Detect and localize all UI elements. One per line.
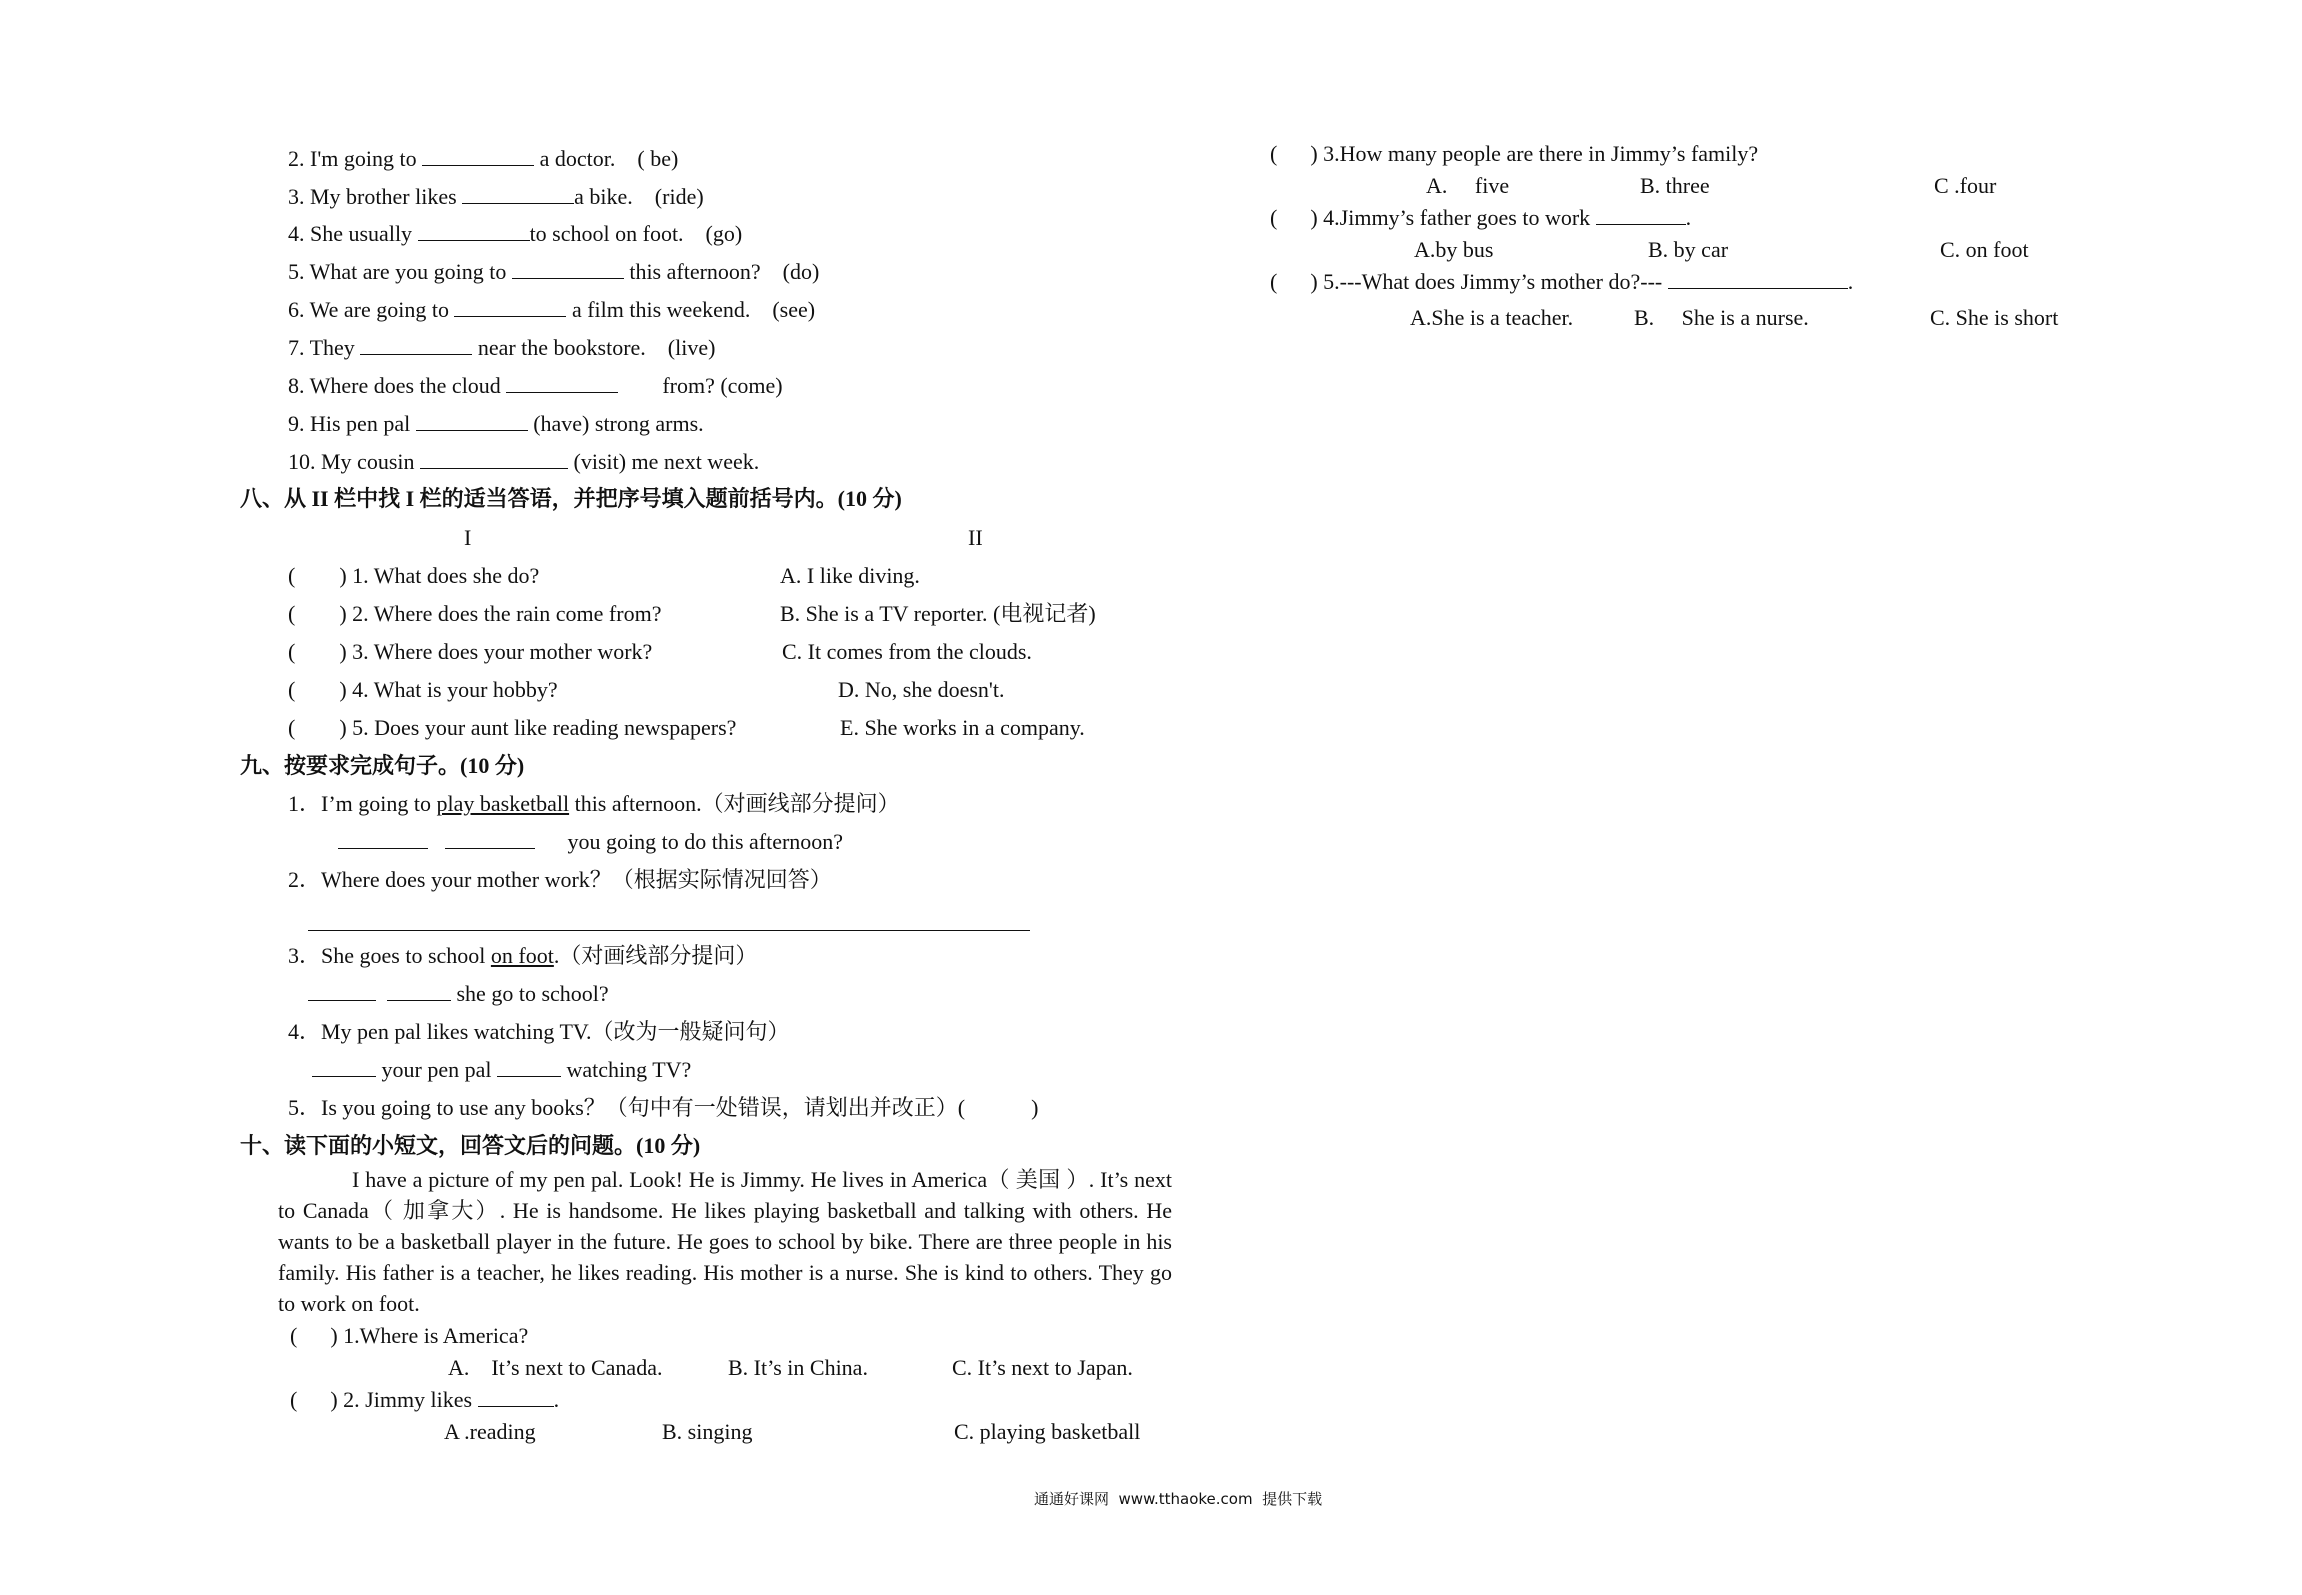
reading-q1-option-c: C. It’s next to Japan.: [952, 1355, 1133, 1380]
section-8-heading: 八、从 II 栏中找 I 栏的适当答语，并把序号填入题前括号内。(10 分): [240, 486, 902, 511]
answer-blank[interactable]: [418, 220, 530, 241]
match-answer-c: C. It comes from the clouds.: [782, 639, 1032, 664]
rewrite-q4: 4．My pen pal likes watching TV.（改为一般疑问句）: [288, 1019, 790, 1044]
rewrite-q4-answer: your pen pal watching TV?: [312, 1056, 691, 1084]
fill-item-6: 6. We are going to a film this weekend. (see): [288, 297, 816, 322]
answer-line[interactable]: [308, 930, 1030, 931]
match-row-1: ( ) 1. What does she do?: [288, 563, 540, 588]
answer-blank[interactable]: [420, 448, 568, 469]
match-answer-d: D. No, she doesn't.: [838, 677, 1005, 702]
answer-blank[interactable]: [422, 145, 534, 166]
answer-blank[interactable]: [512, 258, 624, 279]
reading-q3-option-c: C .four: [1934, 173, 1997, 198]
answer-blank[interactable]: [478, 1386, 554, 1407]
answer-blank[interactable]: [308, 980, 376, 1001]
answer-paren[interactable]: ( ): [288, 563, 347, 588]
answer-paren[interactable]: ( ): [288, 677, 347, 702]
fill-item-4: 4. She usually to school on foot. (go): [288, 221, 743, 246]
section-10-heading: 十、读下面的小短文，回答文后的问题。(10 分): [240, 1133, 701, 1158]
answer-blank[interactable]: [1668, 268, 1848, 289]
column-ii-label: II: [968, 525, 983, 550]
rewrite-q1: 1．I’m going to play basketball this afternoon.（对画线部分提问）: [288, 791, 900, 816]
underlined-phrase: play basketball: [436, 791, 570, 816]
reading-q1: ( ) 1.Where is America?: [290, 1323, 529, 1348]
answer-blank[interactable]: [312, 1056, 376, 1077]
reading-q5-option-c: C. She is short: [1930, 305, 2059, 330]
answer-blank[interactable]: [387, 980, 451, 1001]
reading-passage: I have a picture of my pen pal. Look! He is Jimmy. He lives in America（ 美国 ）. It’s next to Canada（ 加拿大）. He is handsome. He likes playing basketball and talking with others. He wants to be a basketball player in the future. He goes to school by bike. There are three people in his family. His father is a teacher, he likes reading. His mother is a nurse. She is kind to others. They go to work on foot.: [278, 1167, 1172, 1316]
reading-q4-option-b: B. by car: [1648, 237, 1729, 262]
fill-item-10: 10. My cousin (visit) me next week.: [288, 449, 760, 474]
answer-blank[interactable]: [497, 1056, 561, 1077]
answer-blank[interactable]: [445, 828, 535, 849]
rewrite-q3: 3．She goes to school on foot.（对画线部分提问）: [288, 943, 758, 968]
reading-q1-option-b: B. It’s in China.: [728, 1355, 868, 1380]
fill-item-3: 3. My brother likes a bike. (ride): [288, 184, 704, 209]
match-answer-b: B. She is a TV reporter. (电视记者): [780, 601, 1096, 626]
reading-q1-option-a: A. It’s next to Canada.: [448, 1355, 663, 1380]
reading-q2: ( ) 2. Jimmy likes .: [290, 1387, 560, 1412]
answer-blank[interactable]: [1596, 204, 1686, 225]
reading-q2-option-a: A .reading: [444, 1419, 536, 1444]
reading-q3: ( ) 3.How many people are there in Jimmy’s family?: [1270, 141, 1759, 166]
rewrite-q3-answer: she go to school?: [308, 980, 609, 1008]
reading-q2-option-b: B. singing: [662, 1419, 753, 1444]
answer-blank[interactable]: [338, 828, 428, 849]
reading-q4-option-c: C. on foot: [1940, 237, 2029, 262]
reading-q5-option-a: A.She is a teacher.: [1410, 305, 1574, 330]
page-footer: 通通好课网 www.tthaoke.com 提供下载: [1034, 1490, 1323, 1508]
fill-item-7: 7. They near the bookstore. (live): [288, 335, 716, 360]
rewrite-q1-answer: you going to do this afternoon?: [338, 828, 843, 856]
column-i-label: I: [464, 525, 472, 550]
reading-q3-option-a: A. five: [1426, 173, 1510, 198]
rewrite-q2: 2．Where does your mother work？（根据实际情况回答）: [288, 867, 832, 892]
answer-paren[interactable]: ( ): [288, 601, 347, 626]
match-row-4: ( ) 4. What is your hobby?: [288, 677, 558, 702]
fill-item-2: 2. I'm going to a doctor. ( be): [288, 146, 679, 171]
rewrite-q5: 5．Is you going to use any books？（句中有一处错误，请划出并改正）( ): [288, 1095, 1039, 1120]
section-9-heading: 九、按要求完成句子。(10 分): [240, 753, 525, 778]
answer-paren[interactable]: ( ): [288, 639, 347, 664]
answer-blank[interactable]: [462, 183, 574, 204]
answer-paren[interactable]: ( ): [288, 715, 347, 740]
reading-q5: ( ) 5.---What does Jimmy’s mother do?--- .: [1270, 269, 1854, 294]
reading-q4: ( ) 4.Jimmy’s father goes to work .: [1270, 205, 1692, 230]
match-row-3: ( ) 3. Where does your mother work?: [288, 639, 653, 664]
underlined-phrase: on foot: [490, 943, 554, 968]
reading-q5-option-b: B. She is a nurse.: [1634, 305, 1809, 330]
match-answer-a: A. I like diving.: [780, 563, 920, 588]
answer-blank[interactable]: [360, 334, 472, 355]
fill-item-8: 8. Where does the cloud from? (come): [288, 373, 783, 398]
fill-item-5: 5. What are you going to this afternoon? (do): [288, 259, 820, 284]
match-answer-e: E. She works in a company.: [840, 715, 1085, 740]
match-row-5: ( ) 5. Does your aunt like reading newspapers?: [288, 715, 737, 740]
answer-blank[interactable]: [416, 410, 528, 431]
match-row-2: ( ) 2. Where does the rain come from?: [288, 601, 662, 626]
answer-blank[interactable]: [454, 296, 566, 317]
answer-blank[interactable]: [506, 372, 618, 393]
reading-q4-option-a: A.by bus: [1414, 237, 1494, 262]
fill-item-9: 9. His pen pal (have) strong arms.: [288, 411, 704, 436]
reading-q3-option-b: B. three: [1640, 173, 1710, 198]
reading-q2-option-c: C. playing basketball: [954, 1419, 1141, 1444]
